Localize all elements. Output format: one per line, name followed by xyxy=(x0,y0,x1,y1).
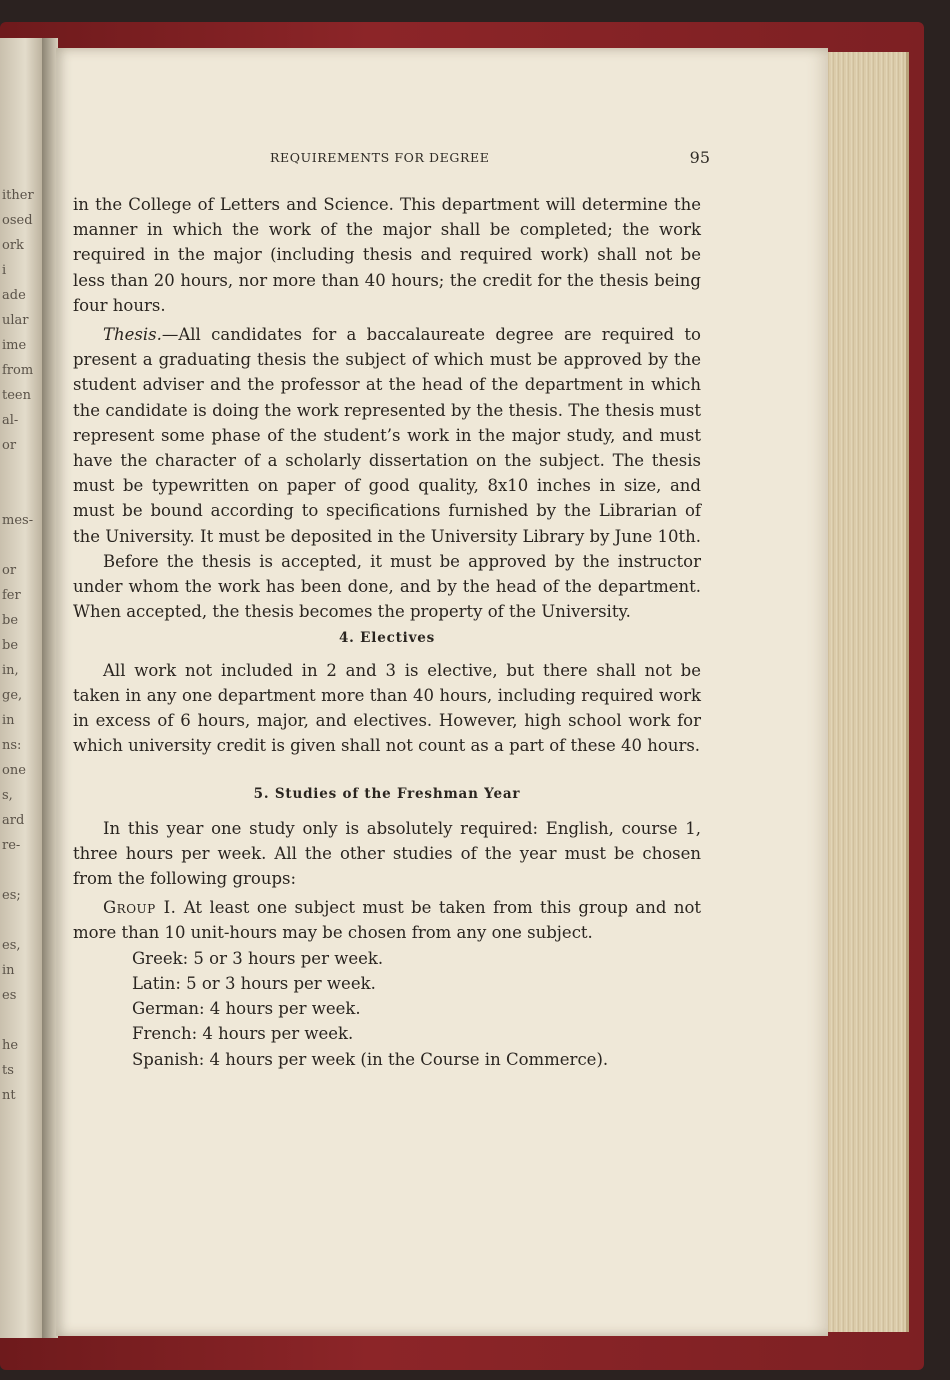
page-block-edges xyxy=(820,52,909,1332)
list-item: Spanish: 4 hours per week (in the Course in Commerce). xyxy=(132,1049,609,1069)
left-page-fragment: in xyxy=(2,963,15,978)
left-page-fragment: al- xyxy=(2,413,19,428)
left-page-fragment: ts xyxy=(2,1063,14,1078)
left-page-fragment: ge, xyxy=(2,688,23,703)
group-label: Group I. xyxy=(103,898,177,918)
left-page-fragment: ork xyxy=(2,238,24,253)
language-list xyxy=(132,946,701,1072)
left-page-fragment: in xyxy=(2,713,15,728)
left-page-fragment: he xyxy=(2,1038,19,1053)
left-page-fragment: be xyxy=(2,638,19,653)
left-page-fragment: ns: xyxy=(2,738,22,753)
list-item: German: 4 hours per week. xyxy=(132,999,361,1019)
paragraph-freshman-requirements: In this year one study only is absolutely required: English, course 1, three hours per week. All the other studies of the year must be chosen from the following groups: xyxy=(73,818,701,889)
list-item: Greek: 5 or 3 hours per week. xyxy=(132,948,384,968)
running-head-title: REQUIREMENTS FOR DEGREE xyxy=(270,150,490,165)
paragraph-group-one xyxy=(73,895,701,945)
left-page-fragment: re- xyxy=(2,838,21,853)
page-number: 95 xyxy=(689,148,710,167)
left-page-fragment: nt xyxy=(2,1088,16,1103)
left-page-fragment: ade xyxy=(2,288,26,303)
left-page-fragment: fer xyxy=(2,588,21,603)
section-heading-freshman-year: 5. Studies of the Freshman Year xyxy=(253,786,521,803)
left-facing-page xyxy=(0,38,42,1338)
left-page-fragment: es xyxy=(2,988,17,1003)
paragraph-major-continuation: in the College of Letters and Science. This department will determine the manner in which the work of the major shall be completed; the work required in the major (including thesis and required work) shall not be less than 20 hours, nor more than 40 hours; the credit for the thesis being four hours. xyxy=(73,195,701,315)
group-one-text: At least one subject must be taken from this group and not more than 10 unit-hours may be chosen from any one subject. xyxy=(73,898,702,943)
thesis-label: Thesis. xyxy=(103,325,162,345)
left-page-fragment: ither xyxy=(2,188,34,203)
left-page-fragment: teen xyxy=(2,388,31,403)
left-page-fragment: es; xyxy=(2,888,21,903)
left-page-fragment: from xyxy=(2,363,34,378)
left-page-fragment: or xyxy=(2,438,17,453)
paragraph-thesis-acceptance: Before the thesis is accepted, it must be approved by the instructor under whom the work has been done, and by the head of the department. When accepted, the thesis becomes the property of the University. xyxy=(73,551,701,622)
left-page-fragment: in, xyxy=(2,663,19,678)
paragraph-thesis xyxy=(73,322,701,549)
left-page-fragment: one xyxy=(2,763,26,778)
list-item: French: 4 hours per week. xyxy=(132,1024,354,1044)
running-head xyxy=(270,148,710,168)
left-page-fragment: be xyxy=(2,613,19,628)
paragraph-electives: All work not included in 2 and 3 is elective, but there shall not be taken in any one department more than 40 hours, including required work in excess of 6 hours, major, and electives. However, high school work for which university credit is given shall not count as a part of these 40 hours. xyxy=(73,660,701,756)
left-page-fragment: ard xyxy=(2,813,25,828)
left-page-fragment: ular xyxy=(2,313,29,328)
section-heading-electives: 4. Electives xyxy=(338,630,436,647)
page-body xyxy=(73,192,701,1072)
list-item: Latin: 5 or 3 hours per week. xyxy=(132,973,376,993)
left-page-fragment: ime xyxy=(2,338,27,353)
left-page-fragment: osed xyxy=(2,213,33,228)
left-page-fragment: i xyxy=(2,263,7,278)
left-page-fragment: s, xyxy=(2,788,13,803)
thesis-text: —All candidates for a baccalaureate degree are required to present a graduating thesis the subject of which must be approved by the student adviser and the professor at the head of the department in which the candidate is doing the work represented by the thesis. The thesis must represent some phase of the student’s work in the major study, and must have the character of a scholarly dissertation on the subject. The thesis must be typewritten on paper of good quality, 8x10 inches in size, and must be bound according to specifications furnished by the Librarian of the University. It must be deposited in the University Library by June 10th. xyxy=(73,325,702,546)
left-page-fragment: or xyxy=(2,563,17,578)
left-page-fragment: es, xyxy=(2,938,21,953)
left-page-fragment: mes- xyxy=(2,513,34,528)
